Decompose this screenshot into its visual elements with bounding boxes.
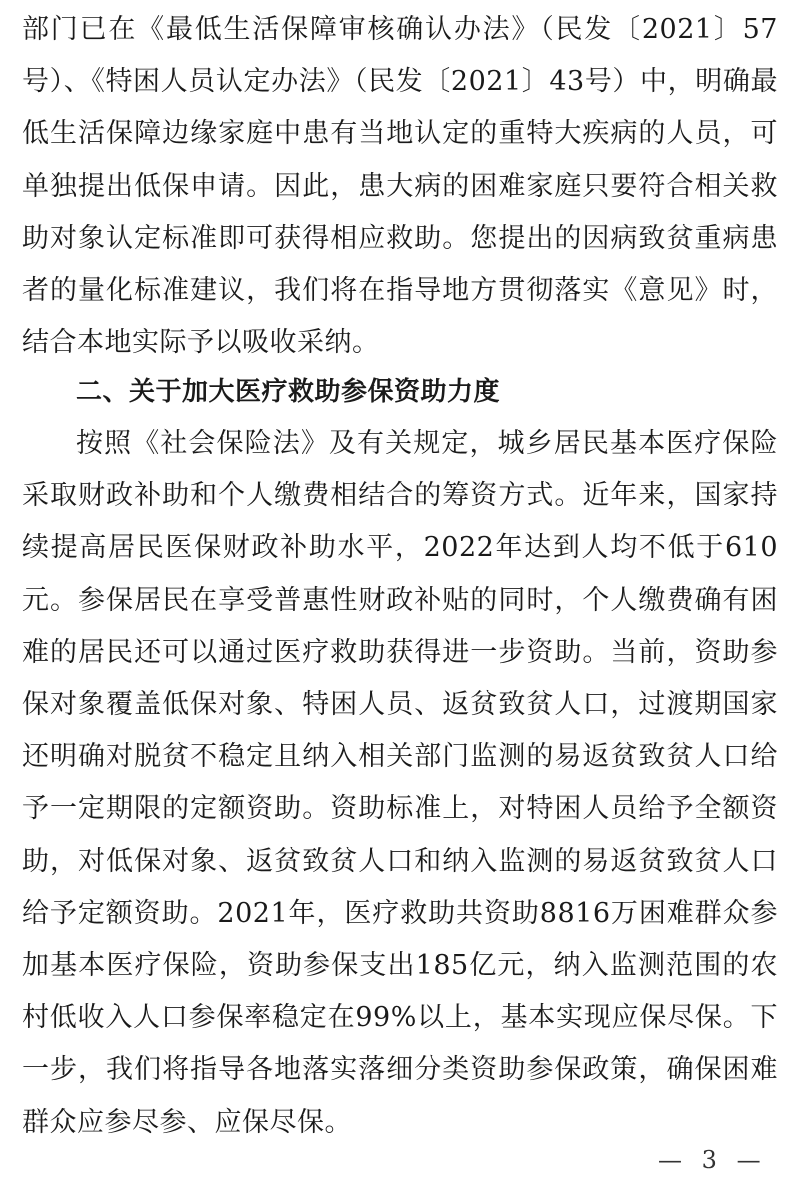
body-paragraph-1: 部门已在《最低生活保障审核确认办法》（民发〔2021〕57号）、《特困人员认定办法》（民发〔2021〕43号）中，明确最低生活保障边缘家庭中患有当地认定的重特大疾病的人员，可单独提出低保申请。因此，患大病的困难家庭只要符合相关救助对象认定标准即可获得相应救助。您提出的因病致贫重病患者的量化标准建议，我们将在指导地方贯彻落实《意见》时，结合本地实际予以吸收采纳。 [22, 14, 778, 359]
body-paragraph-2: 按照《社会保险法》及有关规定，城乡居民基本医疗保险采取财政补助和个人缴费相结合的筹资方式。近年来，国家持续提高居民医保财政补助水平，2022年达到人均不低于610元。参保居民在享受普惠性财政补贴的同时，个人缴费确有困难的居民还可以通过医疗救助获得进一步资助。当前，资助参保对象覆盖低保对象、特困人员、返贫致贫人口，过渡期国家还明确对脱贫不稳定且纳入相关部门监测的易返贫致贫人口给予一定期限的定额资助。资助标准上，对特困人员给予全额资助，对低保对象、返贫致贫人口和纳入监测的易返贫致贫人口给予定额资助。2021年，医疗救助共资助8816万困难群众参加基本医疗保险，资助参保支出185亿元，纳入监测范围的农村低收入人口参保率稳定在99%以上，基本实现应保尽保。下一步，我们将指导各地落实落细分类资助参保政策，确保困难群众应参尽参、应保尽保。 [22, 428, 778, 1138]
footer-dash-left: — [658, 1146, 682, 1174]
page-number: 3 [701, 1146, 717, 1174]
footer-dash-right: — [736, 1146, 761, 1174]
page-footer [658, 1144, 768, 1176]
section-heading-2: 二、关于加大医疗救助参保资助力度 [76, 377, 501, 407]
